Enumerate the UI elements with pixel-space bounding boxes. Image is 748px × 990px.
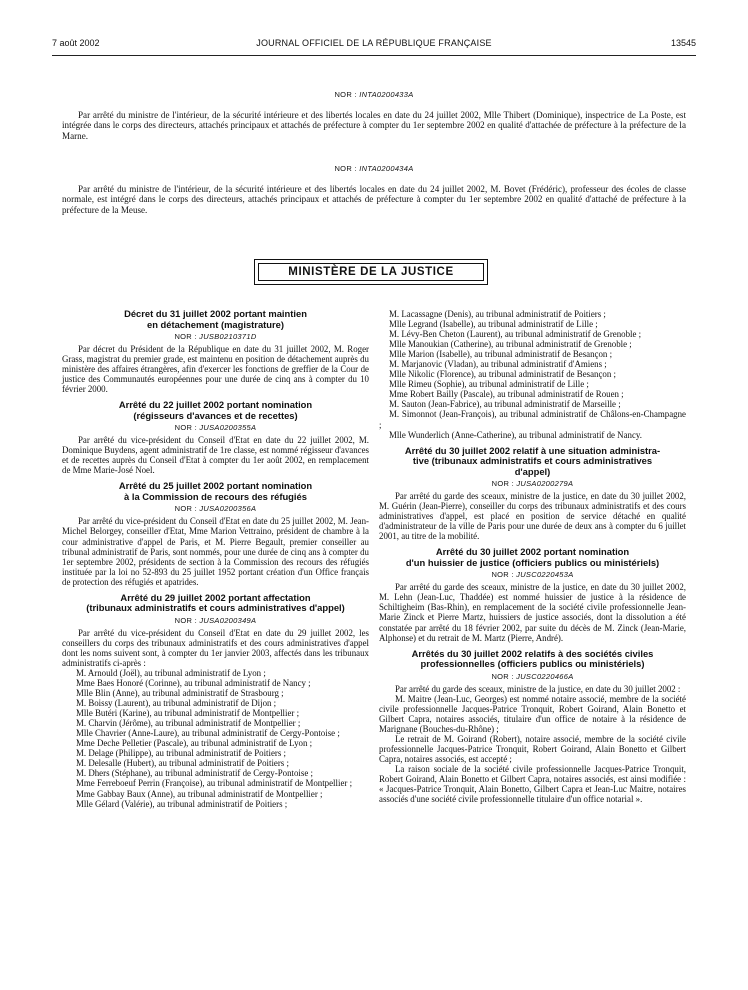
list-item: M. Arnould (Joël), au tribunal administratif de Lyon ; — [76, 667, 266, 678]
nor-line — [62, 90, 686, 99]
section-title-line: (tribunaux administratifs et cours administratives d'appel) — [86, 602, 345, 614]
right-column — [379, 309, 686, 810]
list-item: M. Delesalle (Hubert), au tribunal administratif de Poitiers ; — [76, 758, 289, 769]
nor-code: JUSB0210371D — [199, 332, 257, 341]
list-item: Mme Deche Pelletier (Pascale), au tribunal administratif de Lyon ; — [76, 738, 313, 749]
nor-code: INTA0200434A — [359, 164, 414, 173]
nor-code: INTA0200433A — [359, 90, 414, 99]
list-item: M. Lévy-Ben Cheton (Laurent), au tribunal administratif de Grenoble ; — [389, 329, 642, 340]
section-title-line: (régisseurs d'avances et de recettes) — [133, 409, 298, 421]
section-paragraph: M. Maitre (Jean-Luc, Georges) est nommé notaire associé, membre de la société civile professionnelle Jacques-Patrice Tronquit, Robert Goirand, Alain Bonetto et Gilbert Capra, notaires associés, titulaire d'un office de notaire à la résidence de Marignane (Bouches-du-Rhône) ; — [379, 693, 686, 734]
list-item: Mme Baes Honoré (Corinne), au tribunal administratif de Nancy ; — [76, 677, 311, 688]
top-entry-1 — [62, 90, 686, 141]
nor-line — [62, 423, 369, 432]
section-title-line: Arrêté du 25 juillet 2002 portant nomination — [118, 480, 313, 492]
section-paragraph: La raison sociale de la société civile professionnelle Jacques-Patrice Tronquit, Robert Goirand, Alain Bonetto et Gilbert Capra, notaires associés, est ainsi modifiée : « Jacques-Patrice Tronquit, Alain Bonetto, Gilbert Capra et Jean-Luc Maitre, notaires associés d'une société civile professionnelle titulaire d'un office notarial ». — [379, 764, 686, 805]
left-column — [62, 309, 369, 815]
nor-code: JUSA0200356A — [199, 504, 257, 514]
nor-label: NOR : — [491, 479, 517, 489]
assignment-list — [62, 668, 369, 809]
list-item: Mme Gabbay Baux (Anne), au tribunal administratif de Montpellier ; — [76, 788, 323, 799]
section-title-line: à la Commission de recours des réfugiés — [124, 490, 307, 502]
list-item: M. Lacassagne (Denis), au tribunal administratif de Poitiers ; — [389, 309, 606, 319]
page-header — [52, 38, 696, 52]
header-rule — [52, 55, 696, 56]
section-paragraph: Par arrêté du garde des sceaux, ministre de la justice, en date du 30 juillet 2002 : — [395, 683, 681, 694]
list-item: M. Dhers (Stéphane), au tribunal administratif de Cergy-Pontoise ; — [76, 768, 313, 779]
list-item: Mlle Blin (Anne), au tribunal administratif de Strasbourg ; — [76, 688, 284, 699]
header-title: JOURNAL OFFICIEL DE LA RÉPUBLIQUE FRANÇAISE — [256, 38, 492, 48]
list-item: Mlle Marion (Isabelle), au tribunal administratif de Besançon ; — [389, 349, 613, 360]
section-title-line: tive (tribunaux administratifs et cours administratives — [412, 455, 653, 467]
list-item: Mlle Butéri (Karine), au tribunal administratif de Montpellier ; — [76, 708, 300, 719]
section-title-line: Arrêté du 22 juillet 2002 portant nomination — [118, 399, 313, 411]
list-item: Mlle Chavrier (Anne-Laure), au tribunal administratif de Cergy-Pontoise ; — [76, 728, 340, 739]
nor-line — [62, 164, 686, 173]
nor-label: NOR : — [174, 615, 200, 625]
section-title-line: d'appel) — [514, 465, 551, 477]
section-title-line: Arrêtés du 30 juillet 2002 relatifs à des sociétés civiles — [411, 647, 654, 659]
section-paragraph: Par arrêté du garde des sceaux, ministre de la justice, en date du 30 juillet 2002, M. Guérin (Jean-Pierre), conseiller du corps des tribunaux administratifs et des cours administratives d'appel, est placé en position de service détaché en qualité d'administrateur de la ville de Paris pour une durée de deux ans à compter du 6 juillet 2001, au titre de la mobilité. — [379, 491, 686, 542]
nor-code: JUSA0200279A — [516, 479, 574, 489]
nor-line — [62, 616, 369, 625]
list-item: Mlle Manoukian (Catherine), au tribunal administratif de Grenoble ; — [389, 339, 632, 350]
list-item: M. Boissy (Laurent), au tribunal administratif de Dijon ; — [76, 698, 277, 709]
decree-section — [62, 481, 369, 586]
list-item: Mme Robert Bailly (Pascale), au tribunal administratif de Rouen ; — [389, 389, 624, 400]
nor-label: NOR : — [174, 332, 200, 341]
nor-label: NOR : — [174, 423, 200, 433]
list-item: M. Sauton (Jean-Fabrice), au tribunal administratif de Marseille ; — [389, 399, 621, 410]
top-entry-2 — [62, 164, 686, 215]
list-item: M. Delage (Philippe), au tribunal administratif de Poitiers ; — [76, 748, 286, 759]
nor-line — [62, 504, 369, 513]
section-title-line: Arrêté du 30 juillet 2002 relatif à une situation administra- — [404, 444, 661, 456]
list-item: Mlle Nikolic (Florence), au tribunal administratif de Besançon ; — [389, 369, 616, 380]
nor-line — [379, 479, 686, 488]
nor-code: JUSA0200355A — [199, 423, 257, 433]
nor-code: JUSC0220466A — [516, 671, 574, 681]
nor-label: NOR : — [491, 570, 517, 580]
section-title-line: professionnelles (officiers publics ou ministériels) — [420, 658, 645, 670]
nor-line — [62, 332, 369, 341]
decree-section — [62, 400, 369, 475]
nor-label: NOR : — [334, 164, 357, 173]
entry-text: Par arrêté du ministre de l'intérieur, de la sécurité intérieure et des libertés locales en date du 24 juillet 2002, Mlle Thibert (Dominique), inspectrice de La Poste, est intégrée dans le corps des directeurs, attachés principaux et attachés de préfecture à compter du 1er septembre 2002 en qualité d'attachée de préfecture à la préfecture de la Marne. — [62, 110, 686, 141]
section-paragraph: Par arrêté du vice-président du Conseil d'Etat en date du 25 juillet 2002, M. Jean-Michel Belorgey, conseiller d'Etat, Mme Marion Vettraino, président de chambre à la cour administrative d'appel de Paris, et M. Pierre Begault, premier conseiller au tribunal administratif de Paris, sont nommés, pour une durée de cinq ans à compter du 1er septembre 2002, présidents de section à la Commission des recours des réfugiés instituée par la loi no 52-893 du 25 juillet 1952 portant création d'un Office français de protection des réfugiés et apatrides. — [62, 516, 369, 587]
list-item: M. Marjanovic (Vladan), au tribunal administratif d'Amiens ; — [389, 359, 607, 370]
entry-text: Par arrêté du ministre de l'intérieur, de la sécurité intérieure et des libertés locales en date du 24 juillet 2002, M. Bovet (Frédéric), professeur des écoles de classe normale, est intégré dans le corps des directeurs, attachés principaux et attachés de préfecture à compter du 1er septembre 2002 en qualité d'attaché de préfecture à la préfecture de la Meuse. — [62, 184, 686, 215]
section-paragraph: Le retrait de M. Goirand (Robert), notaire associé, membre de la société civile professionnelle Jacques-Patrice Tronquit, Robert Goirand, Alain Bonetto et Gilbert Capra, notaires associés, est accepté ; — [379, 733, 686, 764]
nor-line — [379, 672, 686, 681]
section-title-line: d'un huissier de justice (officiers publics ou ministériels) — [405, 556, 660, 568]
section-title-line: Arrêté du 30 juillet 2002 portant nomination — [435, 546, 630, 558]
section-title-line: Arrêté du 29 juillet 2002 portant affectation — [120, 591, 311, 603]
list-item: M. Simonnot (Jean-François), au tribunal administratif de Châlons-en-Champagne ; — [379, 409, 686, 430]
decree-section — [379, 649, 686, 805]
ministry-title-box — [254, 259, 488, 285]
nor-label: NOR : — [174, 504, 200, 514]
section-title-line: Décret du 31 juillet 2002 portant maintien — [124, 308, 307, 319]
decree-section — [379, 547, 686, 642]
nor-line — [379, 570, 686, 579]
decree-section — [379, 446, 686, 542]
nor-code: JUSC0220453A — [516, 570, 574, 580]
nor-label: NOR : — [334, 90, 357, 99]
decree-section — [62, 593, 369, 809]
nor-label: NOR : — [491, 671, 517, 681]
section-paragraph: Par arrêté du vice-président du Conseil d'Etat en date du 22 juillet 2002, M. Dominique Buydens, agent administratif de 1re classe, est nommé régisseur d'avances et de recettes auprès du Conseil d'Etat à compter du 1er août 2002, en remplacement de Mme Marie-José Noel. — [62, 435, 369, 476]
section-title-line: en détachement (magistrature) — [146, 318, 284, 330]
section-paragraph: Par arrêté du vice-président du Conseil d'Etat en date du 29 juillet 2002, les conseillers du corps des tribunaux administratifs et des cours administratives d'appel dont les noms suivent sont, à compter du 1er janvier 2003, affectés dans les tribunaux administratifs ci-après : — [62, 627, 369, 668]
list-item: Mlle Legrand (Isabelle), au tribunal administratif de Lille ; — [389, 319, 598, 330]
ministry-title: MINISTÈRE DE LA JUSTICE — [258, 263, 484, 281]
list-item: M. Charvin (Jérôme), au tribunal administratif de Montpellier ; — [76, 718, 301, 729]
list-item: Mlle Rimeu (Sophie), au tribunal administratif de Lille ; — [389, 379, 589, 390]
list-item: Mme Ferreboeuf Perrin (Françoise), au tribunal administratif de Montpellier ; — [76, 778, 353, 789]
list-item: Mlle Gélard (Valérie), au tribunal administratif de Poitiers ; — [76, 798, 288, 809]
section-paragraph: Par arrêté du garde des sceaux, ministre de la justice, en date du 30 juillet 2002, M. Lehn (Jean-Luc, Thaddée) est nommé huissier de justice à la résidence de Schiltigheim (Bas-Rhin), en remplacement de la société civile professionnelle Jean-Marie Zinck et Pierre Martz, huissiers de justice associés, dont la dissolution a été constatée par arrêté du 18 février 2002, par suite du décès de M. Zinck (Jean-Marie, Alphonse) et du retrait de M. Martz (Pierre, André). — [379, 582, 686, 643]
list-item: Mlle Wunderlich (Anne-Catherine), au tribunal administratif de Nancy. — [389, 429, 642, 440]
header-page-number: 13545 — [670, 38, 696, 48]
header-date: 7 août 2002 — [52, 38, 100, 48]
decree-section — [62, 309, 369, 394]
assignment-list-continued — [379, 309, 686, 440]
nor-code: JUSA0200349A — [199, 615, 257, 625]
section-paragraph: Par décret du Président de la République en date du 31 juillet 2002, M. Roger Grass, magistrat du premier grade, est maintenu en position de détachement auprès du ministère des affaires étrangères, afin d'exercer les fonctions de greffier de la Cour de justice des Communautés européennes pour une durée de cinq ans à compter du 10 février 2000. — [62, 344, 369, 395]
